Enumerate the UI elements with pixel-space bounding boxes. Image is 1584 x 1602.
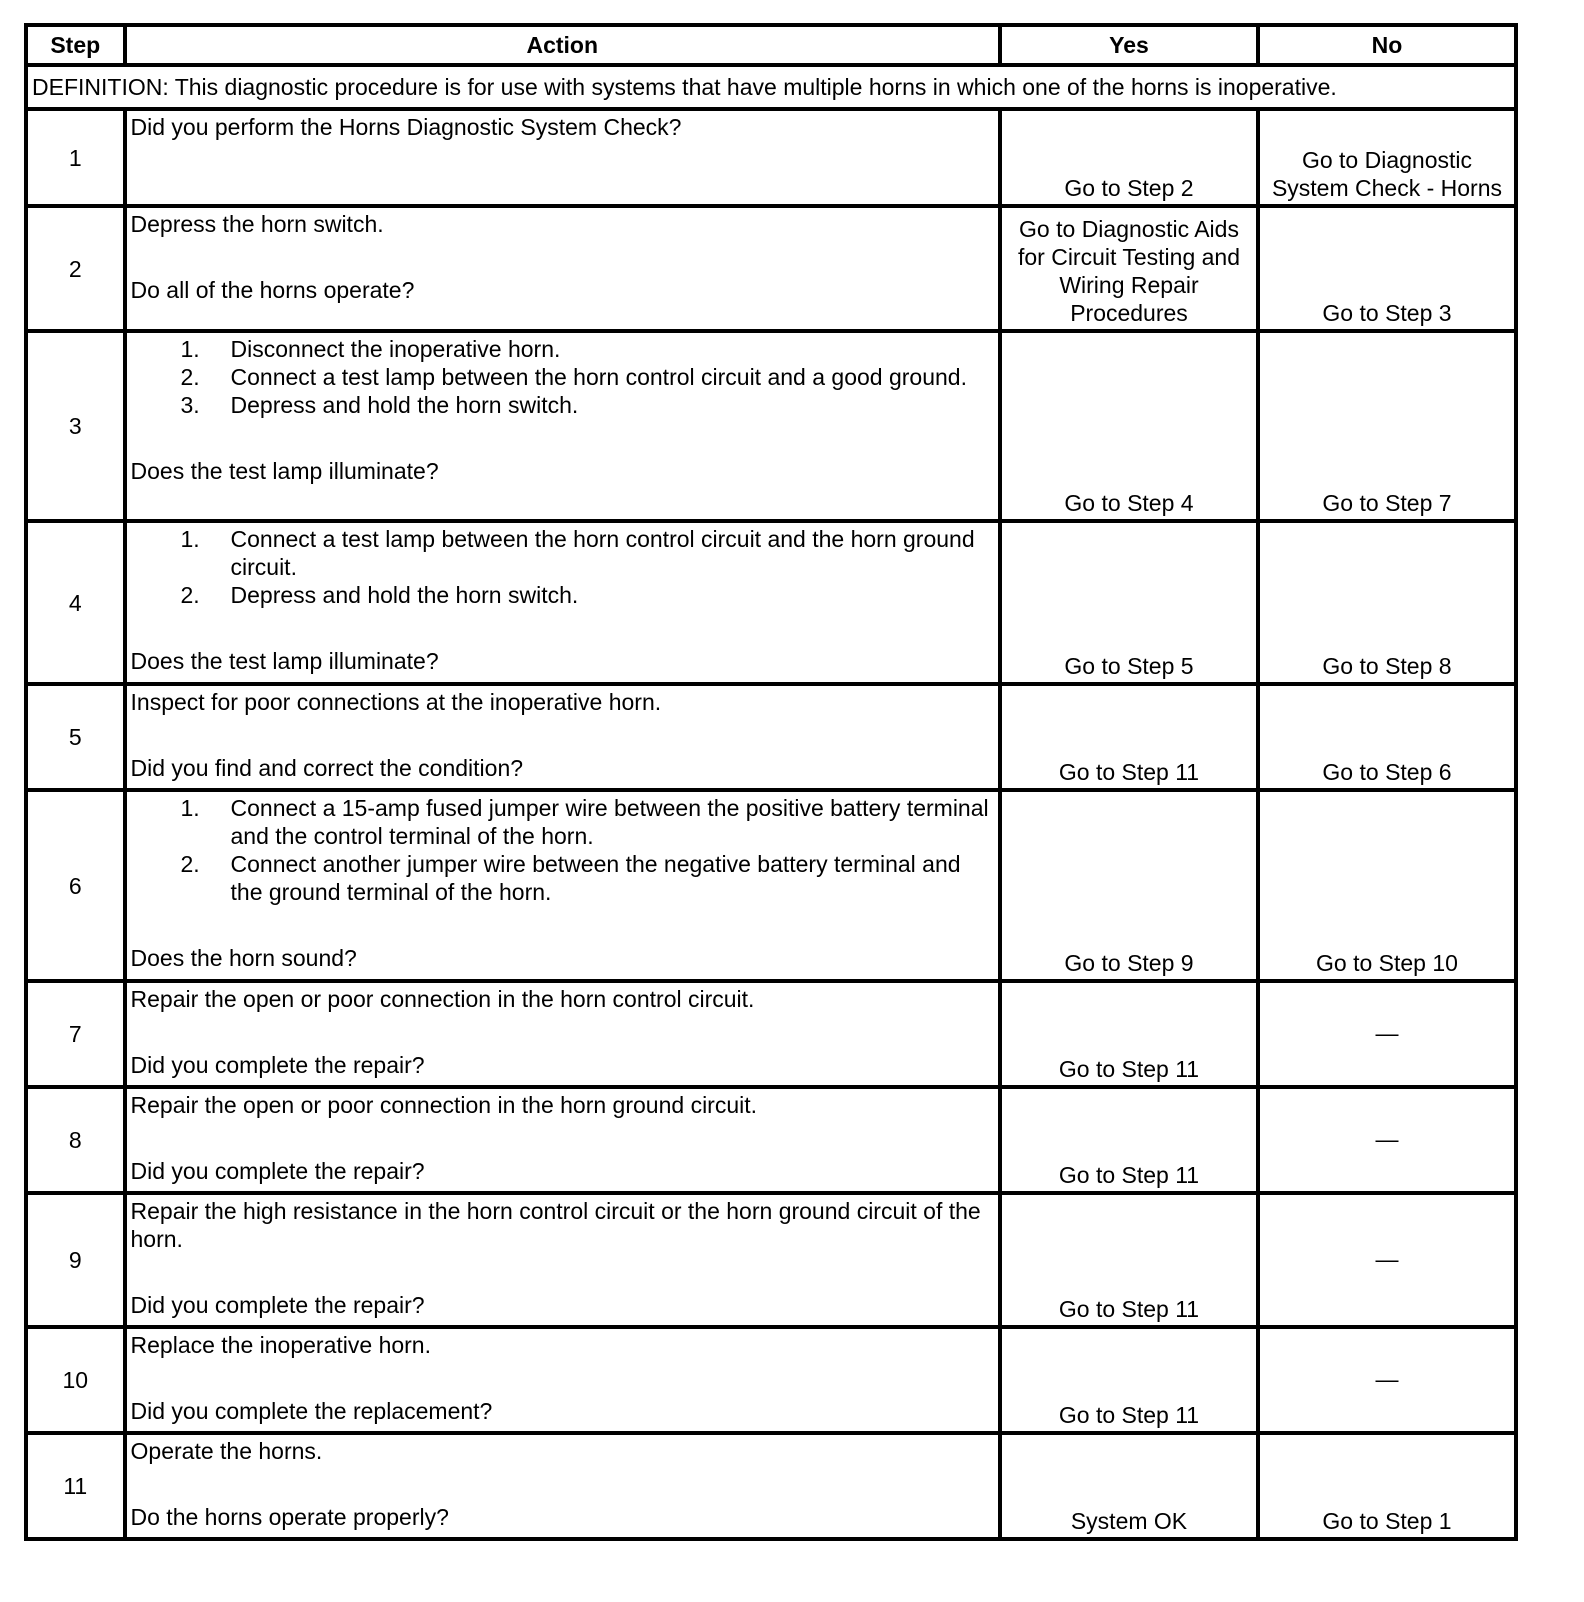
list-item	[131, 794, 995, 850]
item-text: Depress and hold the horn switch.	[230, 392, 579, 418]
list-item	[131, 363, 995, 391]
action-question: Does the test lamp illuminate?	[130, 648, 439, 674]
step-number: 2	[26, 206, 125, 331]
table-row	[26, 1087, 1516, 1193]
action-question: Do all of the horns operate?	[130, 277, 415, 303]
action-text: Repair the high resistance in the horn control circuit or the horn ground circuit of the horn.	[130, 1198, 981, 1252]
action-list	[131, 525, 995, 609]
table-row	[26, 1327, 1516, 1433]
no-cell: —	[1258, 1193, 1516, 1327]
action-text: Depress the horn switch.	[130, 211, 384, 237]
header-step: Step	[26, 25, 125, 65]
yes-cell: Go to Step 9	[1000, 790, 1258, 981]
step-number: 6	[26, 790, 125, 981]
yes-cell: Go to Step 11	[1000, 1087, 1258, 1193]
action-list	[131, 794, 995, 906]
action-text: Replace the inoperative horn.	[130, 1332, 431, 1358]
action-cell	[125, 1327, 1001, 1433]
item-number: 1.	[180, 526, 200, 552]
action-cell	[125, 684, 1001, 790]
action-text: Repair the open or poor connection in the horn control circuit.	[130, 986, 755, 1012]
action-question: Did you find and correct the condition?	[130, 755, 524, 781]
header-no: No	[1258, 25, 1516, 65]
action-cell	[125, 206, 1001, 331]
item-text: Depress and hold the horn switch.	[230, 582, 579, 608]
table-row	[26, 684, 1516, 790]
action-question: Does the horn sound?	[130, 945, 357, 971]
item-text: Connect a test lamp between the horn control circuit and a good ground.	[230, 364, 967, 390]
action-question: Does the test lamp illuminate?	[130, 458, 439, 484]
header-action: Action	[125, 25, 1001, 65]
no-cell: —	[1258, 1327, 1516, 1433]
no-cell: Go to Step 8	[1258, 521, 1516, 684]
step-number: 10	[26, 1327, 125, 1433]
table-row	[26, 1433, 1516, 1539]
list-item	[131, 391, 995, 419]
table-row	[26, 981, 1516, 1087]
item-text: Connect a 15-amp fused jumper wire between the positive battery terminal and the control terminal of the horn.	[230, 795, 989, 849]
list-item	[131, 850, 995, 906]
yes-cell: Go to Step 11	[1000, 981, 1258, 1087]
no-cell: Go to Step 7	[1258, 331, 1516, 521]
action-cell	[125, 1193, 1001, 1327]
yes-cell: Go to Diagnostic Aids for Circuit Testing and Wiring Repair Procedures	[1000, 206, 1258, 331]
action-cell	[125, 1433, 1001, 1539]
yes-cell: System OK	[1000, 1433, 1258, 1539]
definition-row	[26, 65, 1516, 109]
list-item	[131, 525, 995, 581]
yes-cell: Go to Step 2	[1000, 109, 1258, 206]
no-cell: —	[1258, 1087, 1516, 1193]
no-cell: —	[1258, 981, 1516, 1087]
no-cell: Go to Step 1	[1258, 1433, 1516, 1539]
action-text: Operate the horns.	[130, 1438, 323, 1464]
step-number: 9	[26, 1193, 125, 1327]
action-cell	[125, 981, 1001, 1087]
item-number: 2.	[180, 364, 200, 390]
action-cell	[125, 331, 1001, 521]
diagnostic-table	[24, 23, 1518, 1541]
yes-cell: Go to Step 4	[1000, 331, 1258, 521]
action-cell	[125, 790, 1001, 981]
no-cell: Go to Step 6	[1258, 684, 1516, 790]
yes-cell: Go to Step 5	[1000, 521, 1258, 684]
step-number: 3	[26, 331, 125, 521]
action-cell	[125, 1087, 1001, 1193]
no-cell: Go to Step 10	[1258, 790, 1516, 981]
step-number: 8	[26, 1087, 125, 1193]
table-row	[26, 1193, 1516, 1327]
table-row	[26, 109, 1516, 206]
list-item	[131, 335, 995, 363]
yes-cell: Go to Step 11	[1000, 1327, 1258, 1433]
header-row	[26, 25, 1516, 65]
list-item	[131, 581, 995, 609]
action-cell	[125, 521, 1001, 684]
item-text: Connect a test lamp between the horn control circuit and the horn ground circuit.	[230, 526, 975, 580]
item-number: 3.	[180, 392, 200, 418]
action-question: Do the horns operate properly?	[130, 1504, 449, 1530]
table-row	[26, 331, 1516, 521]
definition-text: DEFINITION: This diagnostic procedure is for use with systems that have multiple horns in which one of the horns is inoperative.	[26, 65, 1516, 109]
item-text: Connect another jumper wire between the negative battery terminal and the ground terminal of the horn.	[230, 851, 961, 905]
action-question: Did you complete the repair?	[130, 1052, 425, 1078]
action-text: Inspect for poor connections at the inoperative horn.	[130, 689, 662, 715]
yes-cell: Go to Step 11	[1000, 684, 1258, 790]
item-number: 2.	[180, 851, 200, 877]
table-row	[26, 790, 1516, 981]
action-cell	[125, 109, 1001, 206]
table-row	[26, 521, 1516, 684]
step-number: 4	[26, 521, 125, 684]
action-text: Did you perform the Horns Diagnostic System Check?	[130, 114, 682, 140]
item-text: Disconnect the inoperative horn.	[230, 336, 561, 362]
action-text: Repair the open or poor connection in the horn ground circuit.	[130, 1092, 758, 1118]
action-list	[131, 335, 995, 419]
item-number: 1.	[180, 336, 200, 362]
step-number: 7	[26, 981, 125, 1087]
item-number: 2.	[180, 582, 200, 608]
header-yes: Yes	[1000, 25, 1258, 65]
step-number: 11	[26, 1433, 125, 1539]
action-question: Did you complete the repair?	[130, 1292, 425, 1318]
action-question: Did you complete the replacement?	[130, 1398, 493, 1424]
no-cell: Go to Step 3	[1258, 206, 1516, 331]
no-cell: Go to Diagnostic System Check - Horns	[1258, 109, 1516, 206]
action-question: Did you complete the repair?	[130, 1158, 425, 1184]
step-number: 5	[26, 684, 125, 790]
yes-cell: Go to Step 11	[1000, 1193, 1258, 1327]
step-number: 1	[26, 109, 125, 206]
table-row	[26, 206, 1516, 331]
item-number: 1.	[180, 795, 200, 821]
